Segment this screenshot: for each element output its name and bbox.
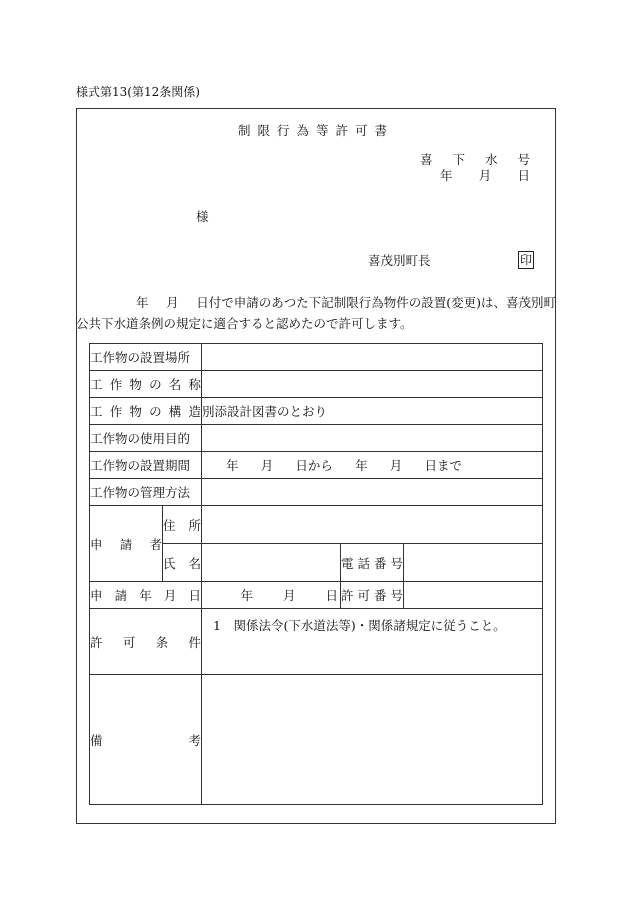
row-application-date <box>90 582 543 609</box>
label-period: 工作物の設置期間 <box>90 452 202 479</box>
document-number: 喜 下 水 号 <box>420 152 530 167</box>
value-location <box>202 344 543 371</box>
row-remarks <box>90 675 543 805</box>
body-text-line-2: 公共下水道条例の規定に適合すると認めたので許可します。 <box>76 316 413 331</box>
value-period: 年 月 日から 年 月 日まで <box>202 452 543 479</box>
value-phone <box>404 544 543 582</box>
row-conditions <box>90 609 543 675</box>
label-conditions: 許 可 条 件 <box>90 609 202 675</box>
label-permit-number: 許 可 番 号 <box>341 582 404 609</box>
label-remarks: 備 考 <box>90 675 202 805</box>
label-purpose: 工作物の使用目的 <box>90 425 202 452</box>
value-structure: 別添設計図書のとおり <box>202 398 543 425</box>
row-location <box>90 344 543 371</box>
value-name <box>202 371 543 398</box>
body-text-line-1: 年 月 日付で申請のあつた下記制限行為物件の設置(変更)は、喜茂別町 <box>136 295 556 310</box>
value-remarks <box>202 675 543 805</box>
row-management <box>90 479 543 506</box>
permit-details-table <box>89 343 543 805</box>
issuer-name: 喜茂別町長 <box>368 253 431 268</box>
document-title: 制限行為等許可書 <box>237 123 394 138</box>
issue-date: 年 月 日 <box>440 168 530 183</box>
row-period <box>90 452 543 479</box>
row-structure <box>90 398 543 425</box>
label-phone: 電 話 番 号 <box>341 544 404 582</box>
value-permit-number <box>404 582 543 609</box>
label-location: 工作物の設置場所 <box>90 344 202 371</box>
label-address: 住 所 <box>163 506 202 544</box>
label-management: 工作物の管理方法 <box>90 479 202 506</box>
seal-mark: 印 <box>519 253 532 267</box>
value-address <box>202 506 543 544</box>
value-management <box>202 479 543 506</box>
addressee-suffix: 様 <box>196 209 209 224</box>
row-purpose <box>90 425 543 452</box>
value-purpose <box>202 425 543 452</box>
label-name: 工 作 物 の 名 称 <box>90 371 202 398</box>
value-application-date: 年 月 日 <box>202 582 341 609</box>
row-name <box>90 371 543 398</box>
form-id: 様式第13(第12条関係) <box>76 85 200 99</box>
value-conditions: 1 関係法令(下水道法等)・関係諸規定に従うこと。 <box>202 609 543 675</box>
label-application-date: 申 請 年 月 日 <box>90 582 202 609</box>
row-applicant-address <box>90 506 543 544</box>
value-person-name <box>202 544 341 582</box>
label-applicant: 申 請 者 <box>90 506 163 582</box>
label-structure: 工 作 物 の 構 造 <box>90 398 202 425</box>
label-person-name: 氏 名 <box>163 544 202 582</box>
